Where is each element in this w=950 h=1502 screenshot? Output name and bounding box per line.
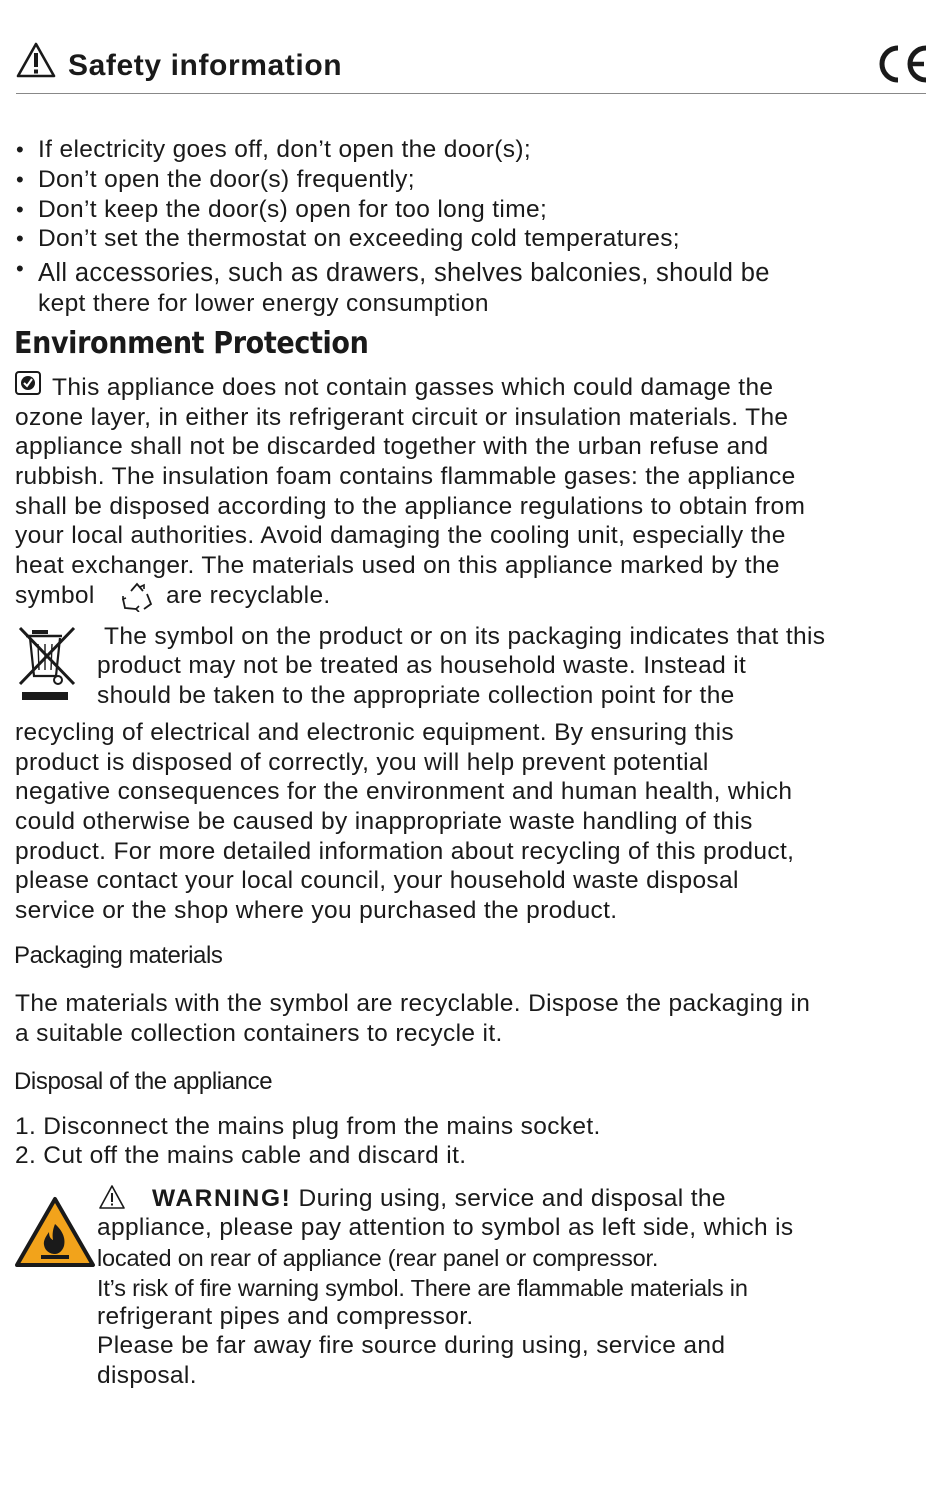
flammable-warning-icon <box>14 1196 96 1268</box>
env-paragraph-line: your local authorities. Avoid damaging the cooling unit, especially the <box>15 522 786 549</box>
list-item: • Don’t set the thermostat on exceeding cold temperatures; <box>16 225 680 252</box>
warning-triangle-small-icon <box>98 1184 126 1210</box>
ozone-safe-icon <box>15 371 41 395</box>
env-paragraph-line: symbol <box>15 582 95 609</box>
header-divider <box>16 93 926 94</box>
warning-paragraph-line: appliance, please pay attention to symbol as left side, which is <box>97 1214 794 1241</box>
section-heading-packaging: Packaging materials <box>14 942 223 969</box>
warning-paragraph-line: It’s risk of fire warning symbol. There are flammable materials in <box>97 1275 748 1301</box>
env-paragraph-line: rubbish. The insulation foam contains flammable gases: the appliance <box>15 463 796 490</box>
ce-mark-icon <box>874 44 930 84</box>
weee-paragraph-line: product is disposed of correctly, you will help prevent potential <box>15 749 709 776</box>
list-item: • All accessories, such as drawers, shelves balconies, should be kept there for lower energy consumption <box>16 256 770 317</box>
weee-paragraph-line: negative consequences for the environment and human health, which <box>15 778 793 805</box>
weee-paragraph-line: product. For more detailed information about recycling of this product, <box>15 838 795 865</box>
env-paragraph-line: appliance shall not be discarded together with the urban refuse and <box>15 433 769 460</box>
crossed-out-bin-icon <box>18 624 80 702</box>
env-paragraph-line: shall be disposed according to the appliance regulations to obtain from <box>15 493 806 520</box>
weee-paragraph-line: recycling of electrical and electronic equipment. By ensuring this <box>15 719 734 746</box>
section-heading-environment: Environment Protection <box>14 326 369 361</box>
env-paragraph-line: heat exchanger. The materials used on this appliance marked by the <box>15 552 780 579</box>
weee-paragraph-line: product may not be treated as household waste. Instead it <box>97 652 747 679</box>
list-item: • Don’t keep the door(s) open for too long time; <box>16 196 548 223</box>
section-heading-disposal: Disposal of the appliance <box>14 1068 273 1095</box>
warning-first-line <box>152 1184 726 1214</box>
list-item: • Don’t open the door(s) frequently; <box>16 166 415 193</box>
warning-paragraph-line: Please be far away fire source during using, service and <box>97 1332 726 1359</box>
recycle-icon <box>120 582 154 612</box>
disposal-step: 1. Disconnect the mains plug from the mains socket. <box>15 1113 601 1140</box>
warning-text: During using, service and disposal the <box>291 1185 726 1212</box>
env-paragraph-line: ozone layer, in either its refrigerant circuit or insulation materials. The <box>15 404 789 431</box>
weee-paragraph-line: service or the shop where you purchased the product. <box>15 897 618 924</box>
warning-label: WARNING! <box>152 1185 292 1212</box>
list-item: • If electricity goes off, don’t open the door(s); <box>16 136 531 163</box>
weee-paragraph-line: should be taken to the appropriate collection point for the <box>97 682 735 709</box>
page-title: Safety information <box>68 49 343 82</box>
packaging-paragraph-line: The materials with the symbol are recyclable. Dispose the packaging in <box>15 990 811 1017</box>
weee-paragraph-line: please contact your local council, your household waste disposal <box>15 867 739 894</box>
env-paragraph-line: are recyclable. <box>166 582 331 609</box>
weee-paragraph-line: The symbol on the product or on its packaging indicates that this <box>104 623 826 650</box>
packaging-paragraph-line: a suitable collection containers to recycle it. <box>15 1020 503 1047</box>
disposal-step: 2. Cut off the mains cable and discard it. <box>15 1142 467 1169</box>
env-paragraph-line: This appliance does not contain gasses which could damage the <box>52 374 774 401</box>
weee-paragraph-line: could otherwise be caused by inappropriate waste handling of this <box>15 808 753 835</box>
warning-paragraph-line: refrigerant pipes and compressor. <box>97 1303 474 1330</box>
warning-triangle-icon <box>16 42 56 78</box>
warning-paragraph-line: disposal. <box>97 1362 197 1389</box>
warning-paragraph-line: located on rear of appliance (rear panel or compressor. <box>97 1245 659 1271</box>
